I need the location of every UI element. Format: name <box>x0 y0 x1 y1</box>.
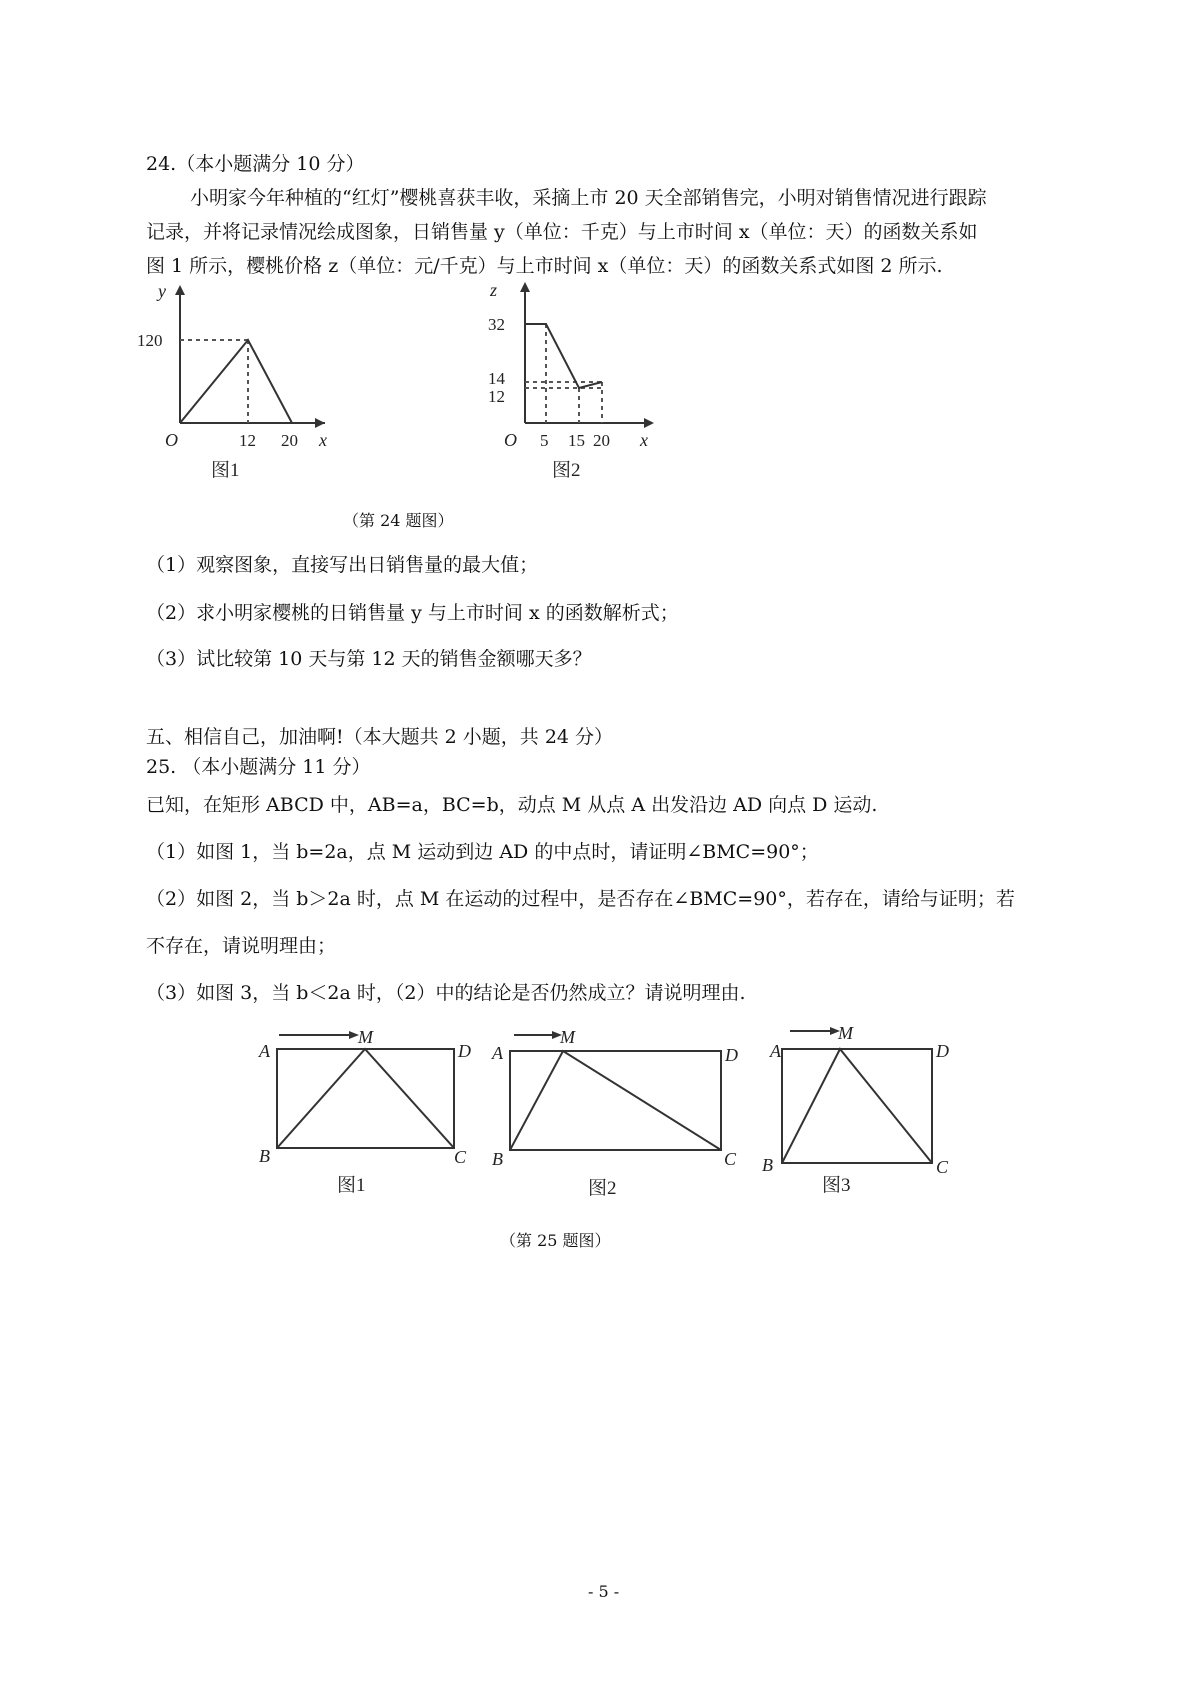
q25-figure-2 <box>488 1027 748 1197</box>
label-c: C <box>454 1147 467 1167</box>
q25-figure-3 <box>760 1023 970 1196</box>
q24-figure-caption: （第 24 题图） <box>343 511 454 530</box>
segments-bm-mc <box>277 1049 454 1148</box>
q25-figure-1 <box>255 1027 485 1197</box>
y-axis-arrow-icon <box>520 282 530 292</box>
q25-given: 已知，在矩形 ABCD 中，AB=a，BC=b，动点 M 从点 A 出发沿边 AD 向点 D 运动. <box>146 794 878 816</box>
sales-line <box>180 340 292 423</box>
q24-intro-line2: 记录，并将记录情况绘成图象，日销售量 y（单位：千克）与上市时间 x（单位：天）的函数关系如 <box>146 221 978 243</box>
origin-label: O <box>165 430 178 450</box>
rectangle-abcd <box>277 1049 454 1148</box>
q25-header: 25. （本小题满分 11 分） <box>146 756 371 778</box>
x-tick-20: 20 <box>281 431 298 450</box>
x-tick-20: 20 <box>593 431 610 450</box>
rectangle-abcd <box>510 1051 721 1150</box>
y-tick-120: 120 <box>137 331 163 350</box>
label-m: M <box>560 1027 575 1047</box>
label-a: A <box>492 1043 503 1063</box>
x-tick-12: 12 <box>239 431 256 450</box>
origin-label: O <box>504 430 517 450</box>
q24-figure-1 <box>135 283 375 483</box>
y-tick-12: 12 <box>488 387 505 406</box>
x-tick-15: 15 <box>568 431 585 450</box>
figure-1-caption: 图1 <box>337 1175 366 1196</box>
label-m: M <box>838 1023 853 1043</box>
label-b: B <box>762 1155 773 1175</box>
label-a: A <box>770 1041 781 1061</box>
q24-intro-line3: 图 1 所示，樱桃价格 z（单位：元/千克）与上市时间 x（单位：天）的函数关系式如图 2 所示. <box>146 255 943 277</box>
y-axis-label: y <box>158 281 166 301</box>
figure-2-caption: 图2 <box>588 1178 617 1199</box>
x-axis-arrow-icon <box>315 418 325 428</box>
q24-part1: （1）观察图象，直接写出日销售量的最大值； <box>146 554 539 576</box>
segments-bm-mc <box>510 1051 721 1150</box>
q24-part3: （3）试比较第 10 天与第 12 天的销售金额哪天多？ <box>146 648 592 670</box>
segments-bm-mc <box>782 1049 932 1163</box>
q25-part2-line2: 不存在，请说明理由； <box>146 935 337 957</box>
x-tick-5: 5 <box>540 431 549 450</box>
q25-part1: （1）如图 1，当 b=2a，点 M 运动到边 AD 的中点时，请证明∠BMC=90°； <box>146 841 819 863</box>
q24-header: 24.（本小题满分 10 分） <box>146 153 365 175</box>
figure-1-caption: 图1 <box>211 460 240 481</box>
label-d: D <box>458 1041 471 1061</box>
q24-intro-line1: 小明家今年种植的“红灯”樱桃喜获丰收，采摘上市 20 天全部销售完，小明对销售情况进行跟踪 <box>190 187 987 209</box>
label-d: D <box>936 1041 949 1061</box>
price-line <box>525 324 602 388</box>
label-c: C <box>724 1149 737 1169</box>
q24-part2: （2）求小明家樱桃的日销售量 y 与上市时间 x 的函数解析式； <box>146 602 679 624</box>
figure-2-caption: 图2 <box>552 460 581 481</box>
page-number: - 5 - <box>588 1582 620 1601</box>
figure-3-caption: 图3 <box>822 1175 851 1196</box>
label-a: A <box>259 1041 270 1061</box>
label-m: M <box>358 1027 373 1047</box>
y-axis-arrow-icon <box>175 285 185 295</box>
x-axis-arrow-icon <box>644 418 654 428</box>
q25-part2-line1: （2）如图 2，当 b＞2a 时，点 M 在运动的过程中，是否存在∠BMC=90°，若存在，请给与证明；若 <box>146 888 1015 910</box>
y-tick-32: 32 <box>488 315 505 334</box>
y-tick-14: 14 <box>488 369 505 388</box>
x-axis-label: x <box>319 430 327 450</box>
label-d: D <box>725 1045 738 1065</box>
label-c: C <box>936 1157 949 1177</box>
q25-figure-caption: （第 25 题图） <box>500 1231 611 1250</box>
x-axis-label: x <box>640 430 648 450</box>
rectangle-abcd <box>782 1049 932 1163</box>
section-5-title: 五、相信自己，加油啊!（本大题共 2 小题，共 24 分） <box>146 726 614 748</box>
q25-part3: （3）如图 3，当 b＜2a 时，（2）中的结论是否仍然成立？请说明理由. <box>146 982 746 1004</box>
label-b: B <box>492 1149 503 1169</box>
label-b: B <box>259 1146 270 1166</box>
y-axis-label: z <box>490 280 498 300</box>
q24-figure-2 <box>480 278 720 481</box>
